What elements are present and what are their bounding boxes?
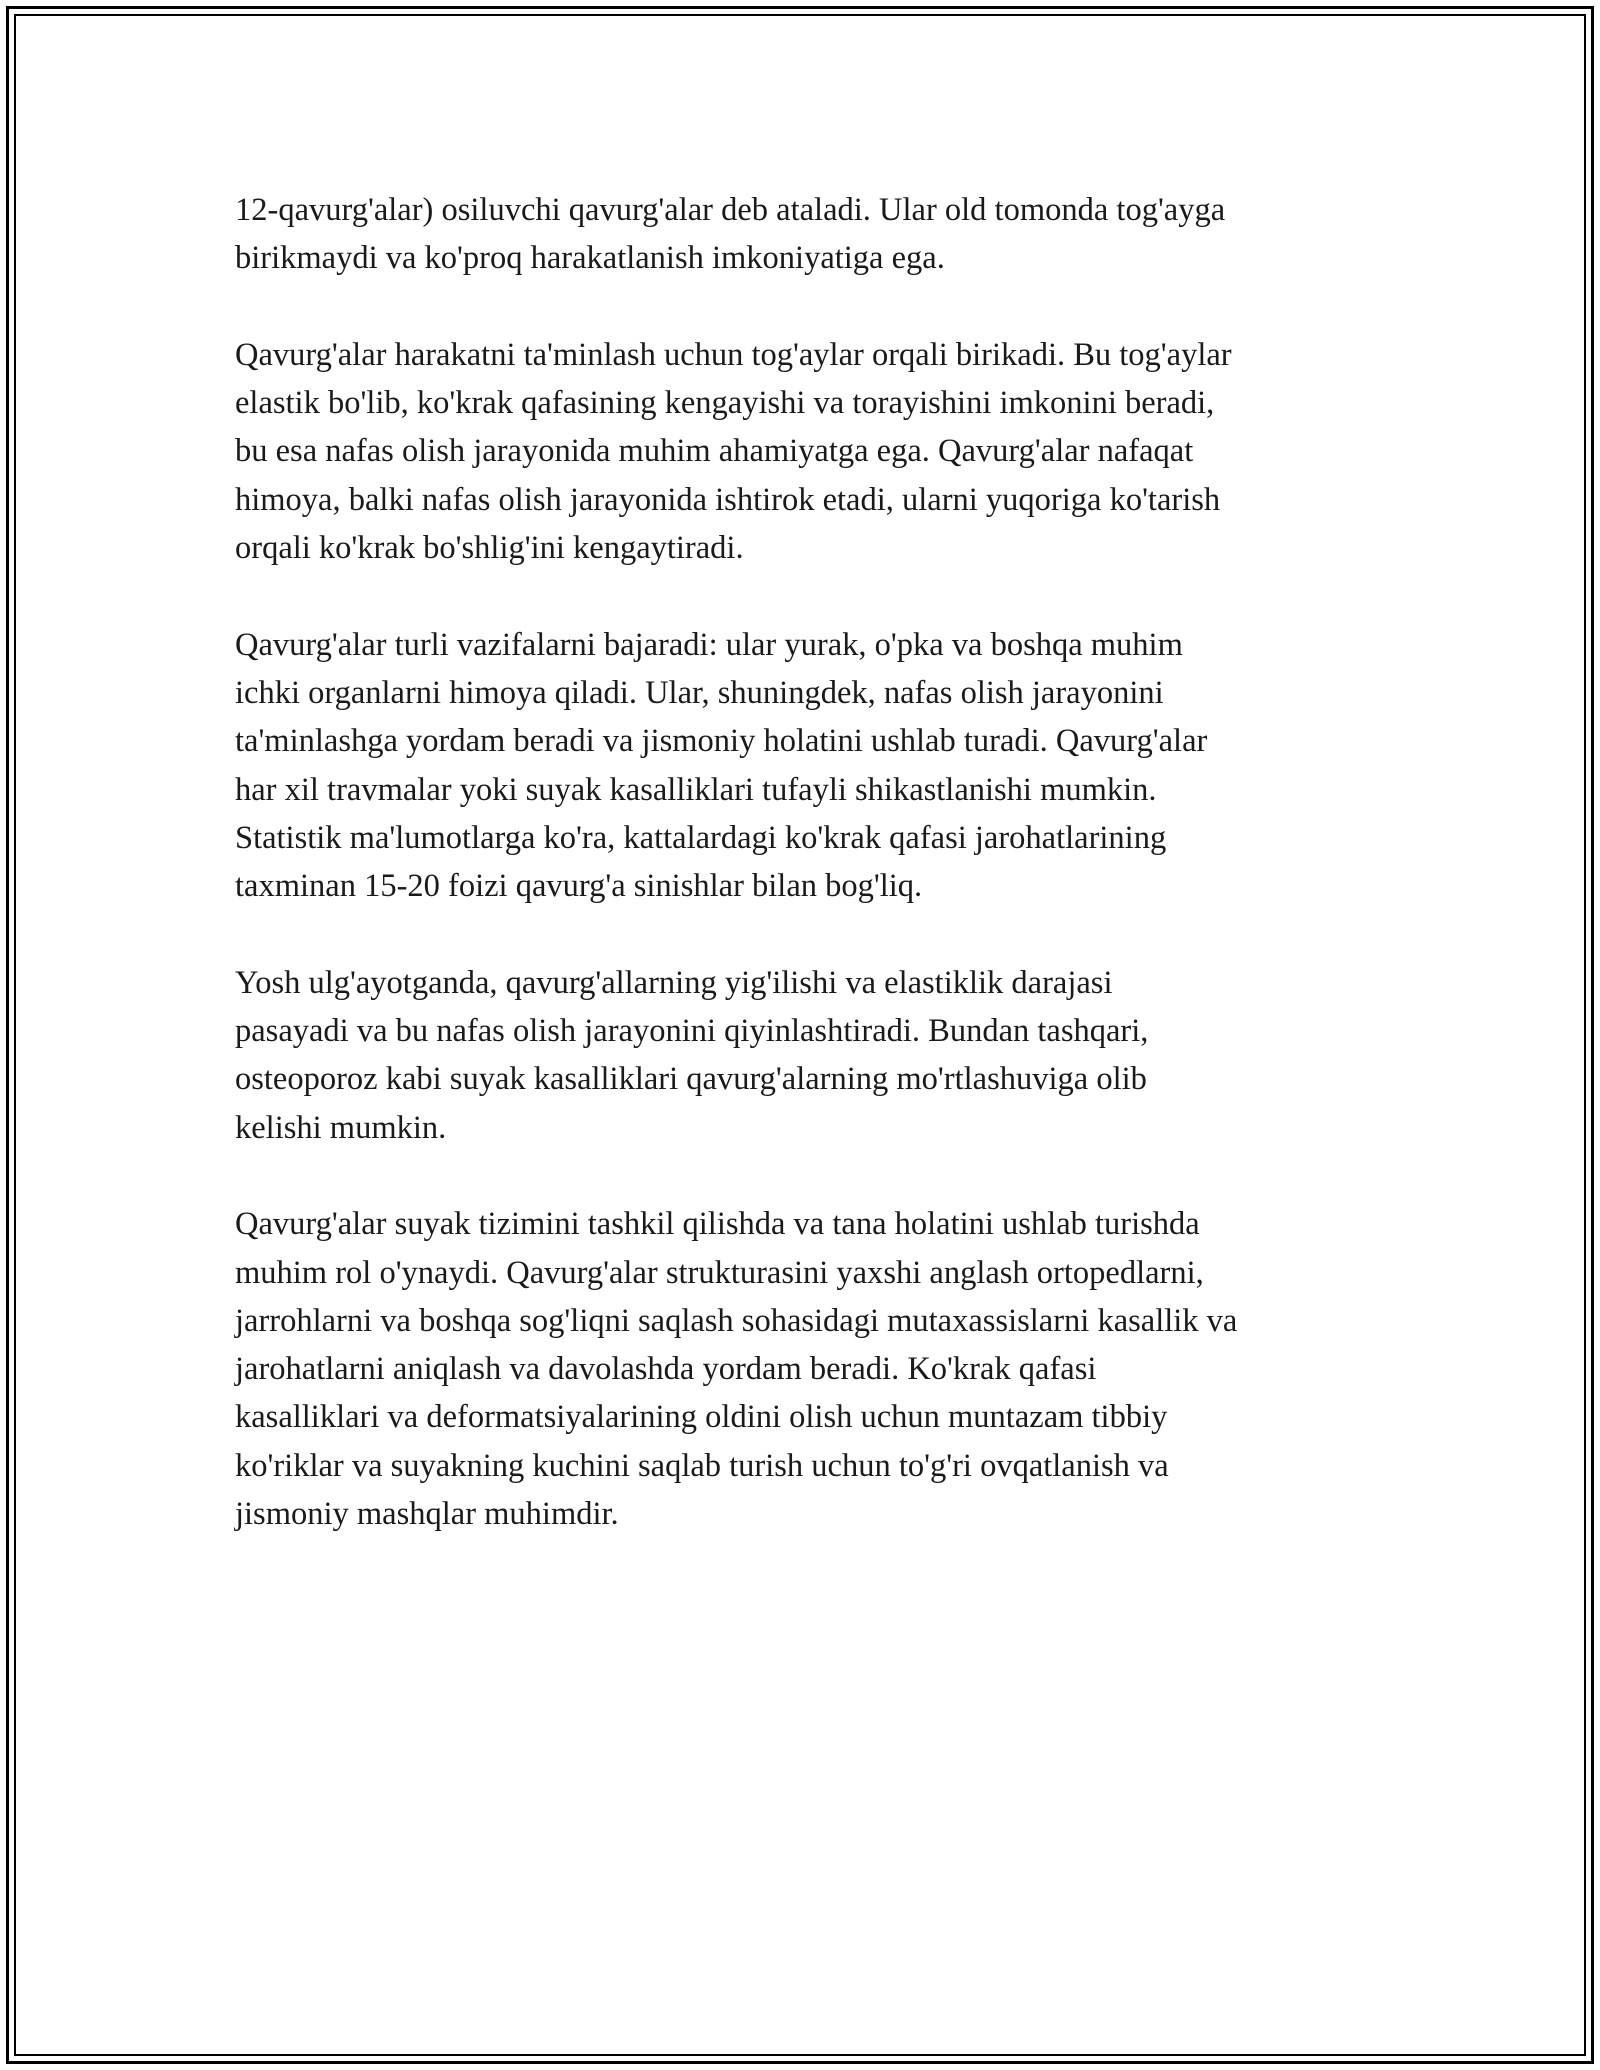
paragraph-2: Qavurg'alar harakatni ta'minlash uchun tog'aylar orqali birikadi. Bu tog'aylar elastik bo'lib, ko'krak qafasining kengayishi va torayishini imkonini beradi, bu esa nafas olish jarayonida muhim ahamiyatga ega. Qavurg'alar nafaqat himoya, balki nafas olish jarayonida ishtirok etadi, ularni yuqoriga ko'tarish orqali ko'krak bo'shlig'ini kengaytiradi. bbox=[235, 336, 1232, 567]
paragraph-3: Qavurg'alar turli vazifalarni bajaradi: ular yurak, o'pka va boshqa muhim ichki organlarni himoya qiladi. Ular, shuningdek, nafas olish jarayonini ta'minlashga yordam beradi va jismoniy holatini ushlab turadi. Qavurg'alar har xil travmalar yoki suyak kasalliklari tufayli shikastlanishi mumkin. Statistik ma'lumotlarga ko'ra, kattalardagi ko'krak qafasi jarohatlarining taxminan 15-20 foizi qavurg'a sinishlar bilan bog'liq. bbox=[235, 626, 1208, 905]
paragraph-5: Qavurg'alar suyak tizimini tashkil qilishda va tana holatini ushlab turishda muhim rol o'ynaydi. Qavurg'alar strukturasini yaxshi anglash ortopedlarni, jarrohlarni va boshqa sog'liqni saqlash sohasidagi mutaxassislarni kasallik va jarohatlarni aniqlash va davolashda yordam beradi. Ko'krak qafasi kasalliklari va deformatsiyalarining oldini olish uchun muntazam tibbiy ko'riklar va suyakning kuchini saqlab turish uchun to'g'ri ovqatlanish va jismoniy mashqlar muhimdir. bbox=[235, 1206, 1238, 1533]
paragraph-1: 12-qavurg'alar) osiluvchi qavurg'alar deb ataladi. Ular old tomonda tog'ayga birikmaydi va ko'proq harakatlanish imkoniyatiga ega. bbox=[235, 192, 1226, 277]
document-body bbox=[235, 186, 1395, 1587]
paragraph-4: Yosh ulg'ayotganda, qavurg'allarning yig'ilishi va elastiklik darajasi pasayadi va bu nafas olish jarayonini qiyinlashtiradi. Bundan tashqari, osteoporoz kabi suyak kasalliklari qavurg'alarning mo'rtlashuviga olib kelishi mumkin. bbox=[235, 964, 1149, 1146]
